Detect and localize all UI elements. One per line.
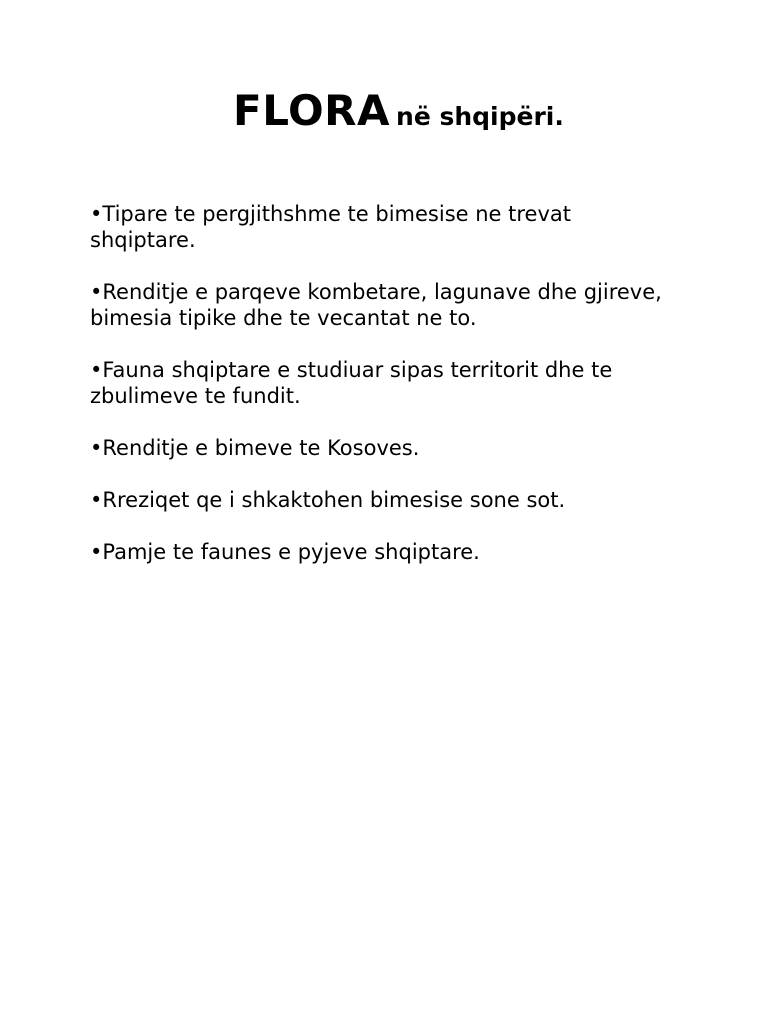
bullet-text: Tipare te pergjithshme te bimesise ne trevat shqiptare. (90, 202, 572, 252)
bullet-icon: • (90, 540, 103, 564)
bullet-list (90, 201, 680, 591)
bullet-text: Pamje te faunes e pyjeve shqiptare. (102, 540, 480, 564)
title-main: FLORA (233, 86, 391, 135)
bullet-text: Renditje e bimeve te Kosoves. (102, 436, 420, 460)
title-subtitle: në shqipëri. (396, 102, 564, 131)
bullet-text: Rreziqet qe i shkaktohen bimesise sone sot. (102, 488, 566, 512)
bullet-icon: • (90, 280, 103, 304)
bullet-icon: • (90, 436, 103, 460)
bullet-item (90, 201, 680, 253)
bullet-text: Fauna shqiptare e studiuar sipas territorit dhe te zbulimeve te fundit. (90, 358, 613, 408)
bullet-text: Renditje e parqeve kombetare, lagunave dhe gjireve, bimesia tipike dhe te vecantat ne to. (90, 280, 662, 330)
bullet-item (90, 539, 680, 565)
bullet-item (90, 487, 680, 513)
page-title (233, 86, 564, 135)
bullet-icon: • (90, 202, 103, 226)
bullet-item (90, 435, 680, 461)
bullet-item (90, 357, 680, 409)
bullet-icon: • (90, 358, 103, 382)
bullet-item (90, 279, 680, 331)
bullet-icon: • (90, 488, 103, 512)
